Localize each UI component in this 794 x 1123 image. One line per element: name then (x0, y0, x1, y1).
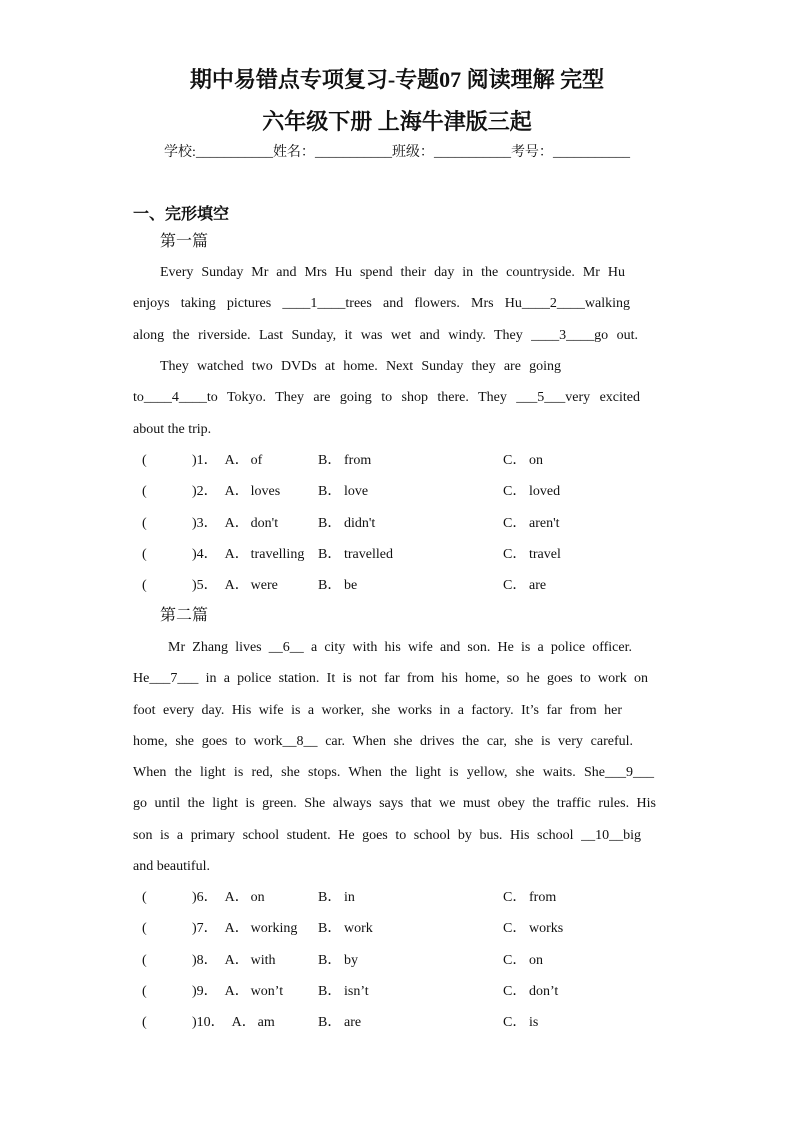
option-b-text: travelled (344, 546, 393, 562)
question-number: 8． (196, 952, 218, 968)
question-head (192, 888, 265, 908)
option-c-text: is (529, 1015, 539, 1030)
question-row (0, 951, 794, 982)
option-c-label: C． (503, 952, 527, 968)
question-number: 6． (196, 890, 218, 905)
question-head (192, 919, 297, 939)
question-head (192, 545, 304, 565)
passage-line: along the riverside. Last Sunday, it was wet and windy. They ____3____go out. (133, 328, 638, 343)
option-a-label: A． (231, 1015, 256, 1030)
option-b-label: B． (318, 1015, 342, 1030)
answer-blank-open: ( (142, 578, 147, 593)
question-row (0, 919, 794, 950)
question-number: 5． (196, 578, 218, 593)
question-row (0, 545, 794, 576)
option-c-label: C． (503, 890, 527, 905)
option-c (503, 982, 558, 1002)
answer-blank-close: ) (192, 484, 197, 500)
option-b-text: are (344, 1015, 362, 1030)
option-b (318, 1013, 361, 1033)
question-row (0, 888, 794, 919)
passage-line: They watched two DVDs at home. Next Sunday they are going (160, 359, 561, 374)
passage-line: home, she goes to work__8__ car. When she drives the car, she is very careful. (133, 734, 633, 749)
option-b (318, 451, 371, 471)
option-c-text: on (529, 952, 543, 968)
question-number: 7． (196, 921, 218, 937)
option-b (318, 951, 358, 971)
option-a-label: A． (224, 952, 249, 968)
answer-blank-open: ( (142, 515, 147, 531)
option-a-text: with (250, 952, 276, 968)
question-row (0, 1013, 794, 1044)
option-a-text: working (250, 921, 298, 937)
option-b-text: from (344, 453, 372, 468)
question-head (192, 951, 276, 971)
option-a-label: A． (224, 983, 249, 999)
question-head (192, 451, 262, 471)
answer-blank-open: ( (142, 1015, 147, 1030)
option-b-label: B． (318, 952, 342, 968)
question-head (192, 514, 278, 534)
option-b (318, 888, 355, 908)
passage-line: Every Sunday Mr and Mrs Hu spend their day in the countryside. Mr Hu (160, 265, 625, 280)
option-c (503, 514, 560, 534)
option-b-label: B． (318, 515, 342, 531)
question-row (0, 482, 794, 513)
option-b-text: love (344, 484, 369, 500)
option-a-label: A． (224, 546, 249, 562)
answer-blank-close: ) (192, 578, 197, 593)
question-number: 10． (196, 1015, 225, 1030)
option-b-label: B． (318, 546, 342, 562)
answer-blank-close: ) (192, 453, 197, 468)
option-c-label: C． (503, 484, 527, 500)
option-a-text: on (250, 890, 265, 905)
exam-number-label: 考号： (510, 145, 553, 160)
option-b-label: B． (318, 484, 342, 500)
question-row (0, 982, 794, 1013)
passage-line: about the trip. (133, 422, 212, 437)
option-c (503, 482, 560, 502)
school-label: 学校: (164, 145, 196, 160)
passage-line: and beautiful. (133, 859, 210, 874)
option-a-label: A． (224, 484, 249, 500)
answer-blank-open: ( (142, 484, 147, 500)
question-head (192, 482, 280, 502)
answer-blank-close: ) (192, 921, 197, 937)
answer-blank-open: ( (142, 952, 147, 968)
question-head (192, 1013, 275, 1033)
option-b-text: work (344, 921, 373, 937)
option-c-text: on (529, 453, 543, 468)
option-c (503, 451, 543, 471)
worksheet-title: 期中易错点专项复习-专题07 阅读理解 完型 (189, 67, 605, 92)
option-c-label: C． (503, 921, 527, 937)
option-c (503, 888, 556, 908)
question-number: 1． (196, 453, 218, 468)
option-a-label: A． (224, 921, 249, 937)
option-a-label: A． (224, 515, 249, 531)
passage-line: go until the light is green. She always says that we must obey the traffic rules. His (133, 796, 656, 811)
answer-blank-open: ( (142, 890, 147, 905)
option-b-label: B． (318, 983, 342, 999)
option-b-text: in (344, 890, 355, 905)
option-c-text: aren't (529, 515, 560, 531)
passage-line: Mr Zhang lives __6__ a city with his wife and son. He is a police officer. (168, 640, 632, 655)
option-c-label: C． (503, 515, 527, 531)
option-c-text: don’t (529, 983, 559, 999)
option-a-label: A． (224, 453, 249, 468)
option-b (318, 514, 375, 534)
option-b-label: B． (318, 578, 342, 593)
option-a-text: don't (250, 515, 279, 531)
option-c (503, 951, 543, 971)
school-blank: ___________ (195, 145, 273, 160)
name-label: 姓名： (272, 145, 315, 160)
worksheet-subtitle: 六年级下册 上海牛津版三起 (262, 109, 532, 134)
question-number: 9． (196, 983, 218, 999)
option-a-text: of (250, 453, 263, 468)
passage-line: son is a primary school student. He goes to school by bus. His school __10__big (133, 828, 641, 843)
option-c-text: loved (529, 484, 561, 500)
passage-line: to____4____to Tokyo. They are going to shop there. They ___5___very excited (133, 390, 640, 405)
option-c (503, 576, 546, 596)
option-a-text: travelling (250, 546, 305, 562)
answer-blank-open: ( (142, 921, 147, 937)
option-c-text: are (529, 578, 547, 593)
question-head (192, 576, 278, 596)
option-c (503, 545, 561, 565)
answer-blank-open: ( (142, 546, 147, 562)
option-b (318, 982, 369, 1002)
option-b-label: B． (318, 453, 342, 468)
option-a-text: am (257, 1015, 275, 1030)
option-a-label: A． (224, 890, 249, 905)
option-c-label: C． (503, 578, 527, 593)
option-c (503, 919, 563, 939)
option-a-label: A． (224, 578, 249, 593)
option-c-text: from (529, 890, 557, 905)
passage-line: When the light is red, she stops. When the light is yellow, she waits. She___9___ (133, 765, 654, 780)
passage-line: enjoys taking pictures ____1____trees and flowers. Mrs Hu____2____walking (133, 296, 630, 311)
answer-blank-close: ) (192, 546, 197, 562)
option-c-text: travel (529, 546, 561, 562)
option-b-text: didn't (344, 515, 376, 531)
question-list-2 (0, 888, 794, 1044)
option-b (318, 482, 368, 502)
student-info-line (0, 144, 794, 162)
answer-blank-close: ) (192, 515, 197, 531)
option-c-text: works (529, 921, 564, 937)
option-b-label: B． (318, 890, 342, 905)
passage-title: 第一篇 (160, 233, 209, 250)
question-row (0, 451, 794, 482)
passage-line: He___7___ in a police station. It is not far from his home, so he goes to work on (133, 671, 648, 686)
option-b (318, 576, 357, 596)
option-c-label: C． (503, 546, 527, 562)
question-number: 3． (196, 515, 218, 531)
option-c-label: C． (503, 983, 527, 999)
question-row (0, 514, 794, 545)
section-title: 一、完形填空 (133, 206, 230, 223)
class-label: 班级： (391, 145, 434, 160)
option-b-label: B． (318, 921, 342, 937)
answer-blank-close: ) (192, 952, 197, 968)
name-blank: ___________ (314, 145, 392, 160)
question-row (0, 576, 794, 607)
option-a-text: loves (250, 484, 281, 500)
answer-blank-open: ( (142, 983, 147, 999)
option-b-text: isn’t (344, 983, 369, 999)
option-b-text: be (344, 578, 358, 593)
answer-blank-open: ( (142, 453, 147, 468)
option-c (503, 1013, 538, 1033)
option-c-label: C． (503, 453, 527, 468)
option-b-text: by (344, 952, 358, 968)
option-b (318, 919, 373, 939)
answer-blank-close: ) (192, 983, 197, 999)
class-blank: ___________ (433, 145, 511, 160)
exam-number-blank: ___________ (552, 145, 630, 160)
question-list-1 (0, 451, 794, 607)
option-b (318, 545, 393, 565)
option-c-label: C． (503, 1015, 527, 1030)
question-number: 4． (196, 546, 218, 562)
passage-line: foot every day. His wife is a worker, she works in a factory. It’s far from her (133, 703, 622, 718)
answer-blank-close: ) (192, 890, 197, 905)
passage-title: 第二篇 (160, 607, 209, 624)
question-head (192, 982, 283, 1002)
option-a-text: were (250, 578, 278, 593)
option-a-text: won’t (250, 983, 284, 999)
question-number: 2． (196, 484, 218, 500)
answer-blank-close: ) (192, 1015, 197, 1030)
